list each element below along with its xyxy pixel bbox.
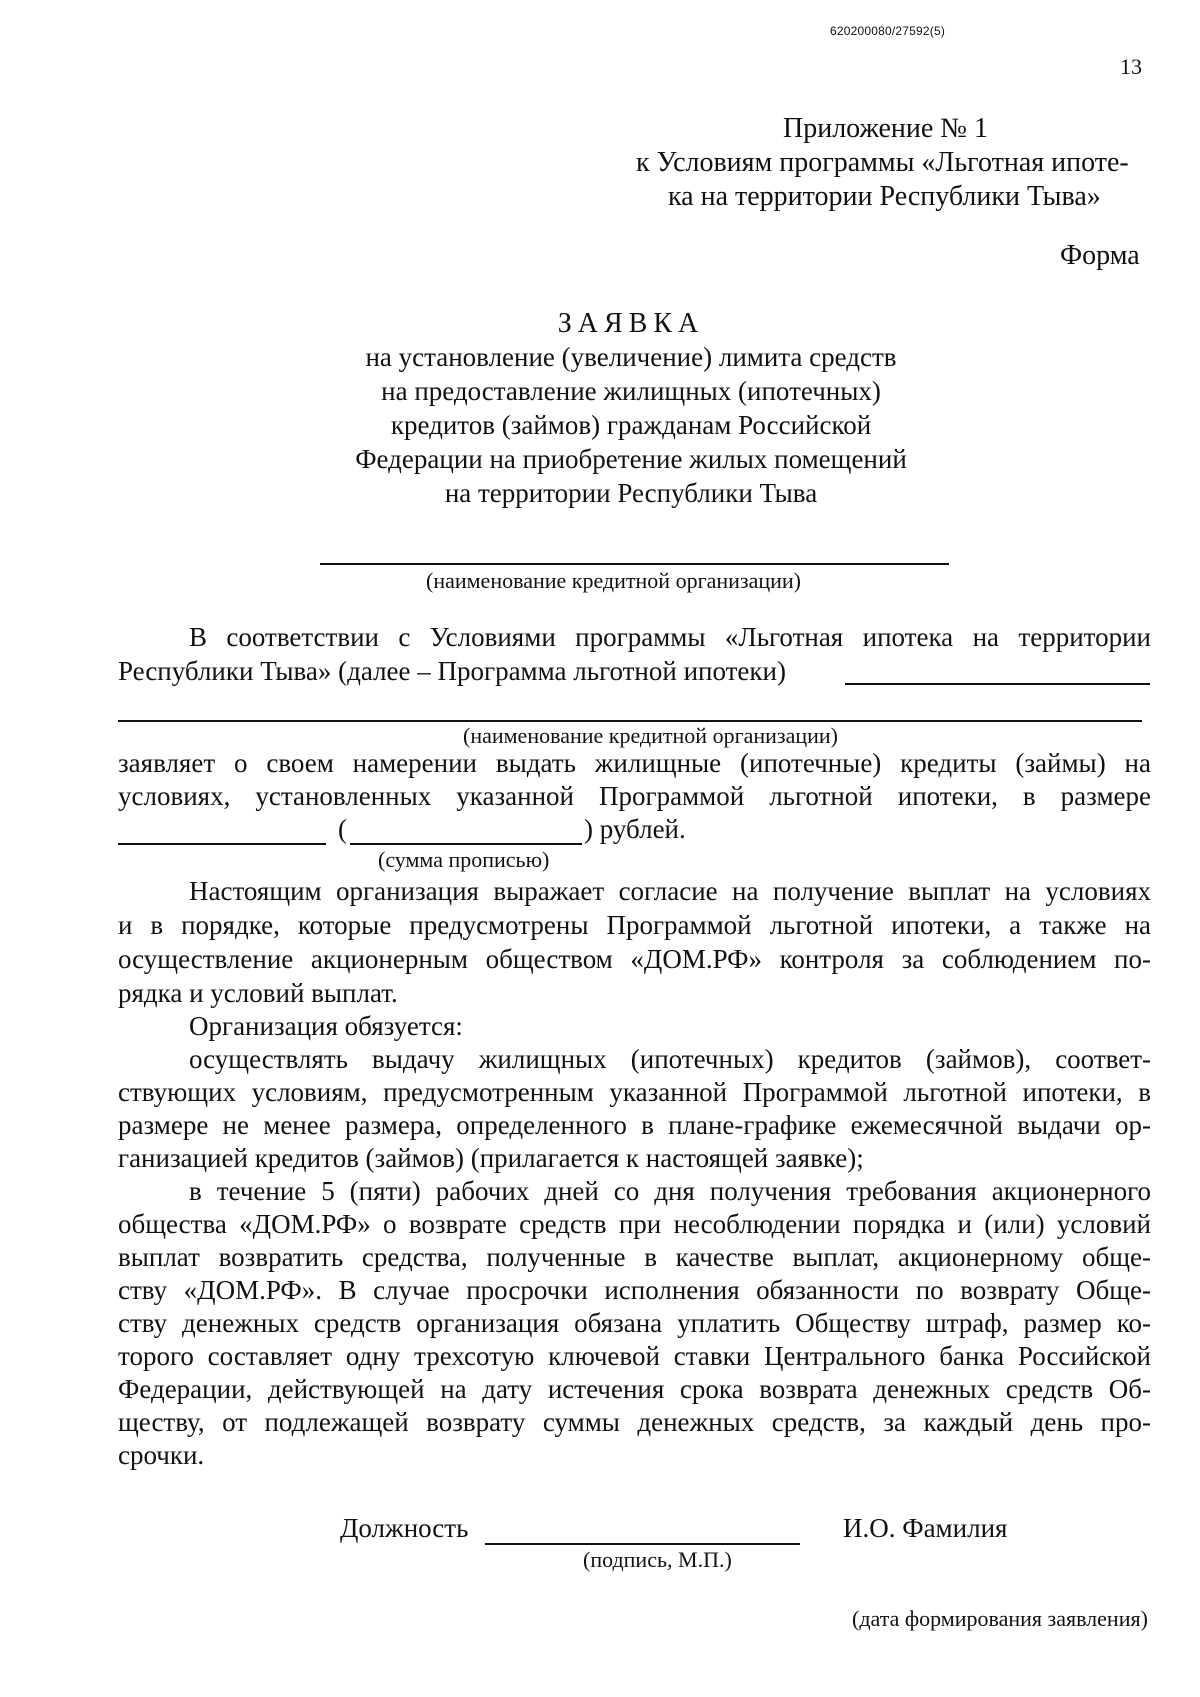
document-subtitle xyxy=(0,340,1200,510)
obligation-2-line: торого составляет одну трехсотую ключевой ставки Центрального банка Российской xyxy=(118,1341,1151,1371)
intro-line-2: Республики Тыва» (далее – Программа льготной ипотеки) xyxy=(118,656,786,686)
document-id: 620200080/27592(5) xyxy=(830,24,946,38)
amount-digits-blank[interactable] xyxy=(118,843,326,845)
subtitle-line: на территории Республики Тыва xyxy=(444,478,818,508)
signature-blank[interactable] xyxy=(485,1543,800,1545)
subtitle-line: на установление (увеличение) лимита средств xyxy=(365,342,897,372)
amount-close-text: ) рублей. xyxy=(584,814,686,844)
obligation-2-line: общества «ДОМ.РФ» о возврате средств при несоблюдении порядка и (или) условий xyxy=(118,1209,1151,1239)
org-name-caption-2: (наименование кредитной организации) xyxy=(463,723,838,748)
form-label: Форма xyxy=(1060,240,1140,271)
consent-line-4: рядка и условий выплат. xyxy=(118,978,398,1008)
subtitle-line: на предоставление жилищных (ипотечных) xyxy=(381,376,881,406)
name-label: И.О. Фамилия xyxy=(843,1513,1008,1543)
obligation-2-line: в течение 5 (пяти) рабочих дней со дня получения требования акционерного xyxy=(189,1176,1151,1206)
appendix-reference-line2: ка на территории Республики Тыва» xyxy=(668,181,1101,212)
obligation-1-line: ганизацией кредитов (займов) (прилагается к настоящей заявке); xyxy=(118,1143,864,1173)
obligation-1-line: ствующих условиям, предусмотренным указанной Программой льготной ипотеки, в xyxy=(118,1077,1151,1107)
signature-caption: (подпись, М.П.) xyxy=(583,1547,732,1572)
amount-open-paren: ( xyxy=(338,814,347,844)
subtitle-line: Федерации на приобретение жилых помещений xyxy=(355,444,907,474)
obligation-1-line: размере не менее размера, определенного в плане-графике ежемесячной выдачи ор- xyxy=(118,1110,1151,1140)
document-title: ЗАЯВКА xyxy=(557,308,705,339)
statement-line-2: условиях, установленных указанной Программой льготной ипотеки, в размере xyxy=(118,781,1151,811)
org-name-blank-2a[interactable] xyxy=(845,683,1150,685)
subtitle-line: кредитов (займов) гражданам Российской xyxy=(390,410,872,440)
statement-line-1: заявляет о своем намерении выдать жилищные (ипотечные) кредиты (займы) на xyxy=(118,748,1151,778)
consent-line-2: и в порядке, которые предусмотрены Программой льготной ипотеки, а также на xyxy=(118,910,1151,940)
obligation-2-line: ству денежных средств организация обязана уплатить Обществу штраф, размер ко- xyxy=(118,1308,1151,1338)
obligation-2-line: срочки. xyxy=(118,1440,205,1470)
consent-line-1: Настоящим организация выражает согласие на получение выплат на условиях xyxy=(189,876,1151,906)
obligations-heading: Организация обязуется: xyxy=(189,1011,463,1041)
amount-words-caption: (сумма прописью) xyxy=(378,847,550,872)
appendix-number: Приложение № 1 xyxy=(783,113,988,144)
obligation-1-line: осуществлять выдачу жилищных (ипотечных) кредитов (займов), соответ- xyxy=(189,1044,1151,1074)
obligation-2-line: Федерации, действующей на дату истечения срока возврата денежных средств Об- xyxy=(118,1374,1151,1404)
consent-line-3: осуществление акционерным обществом «ДОМ.РФ» контроля за соблюдением по- xyxy=(118,944,1151,974)
obligation-2-line: ству «ДОМ.РФ». В случае просрочки исполнения обязанности по возврату Обще- xyxy=(118,1275,1151,1305)
org-name-caption-1: (наименование кредитной организации) xyxy=(426,568,801,593)
org-name-blank-2b[interactable] xyxy=(118,720,1142,722)
page-number: 13 xyxy=(1120,54,1142,79)
amount-words-blank[interactable] xyxy=(350,843,582,845)
obligation-2-line: выплат возвратить средства, полученные в качестве выплат, акционерному обще- xyxy=(118,1242,1151,1272)
date-caption: (дата формирования заявления) xyxy=(852,1606,1148,1631)
org-name-blank-1[interactable] xyxy=(320,563,949,565)
obligation-2-line: ществу, от подлежащей возврату суммы денежных средств, за каждый день про- xyxy=(118,1407,1151,1437)
position-label: Должность xyxy=(340,1513,469,1543)
intro-line-1: В соответствии с Условиями программы «Льготная ипотека на территории xyxy=(189,622,1151,652)
appendix-reference-line1: к Условиям программы «Льготная ипоте- xyxy=(636,147,1129,178)
